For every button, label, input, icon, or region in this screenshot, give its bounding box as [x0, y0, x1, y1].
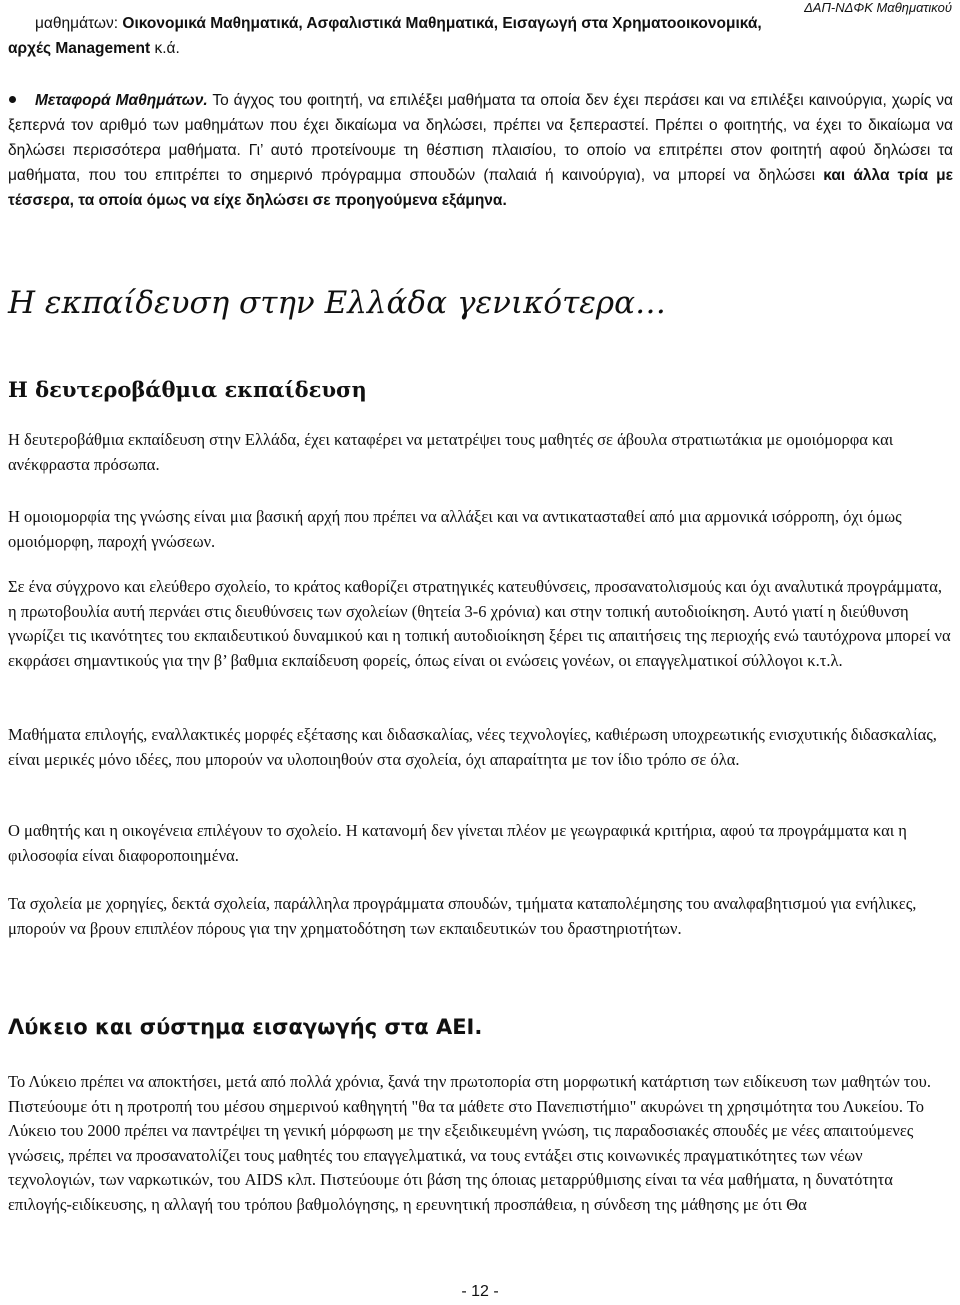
running-header: ΔΑΠ-ΝΔΦΚ Μαθηματικού	[804, 0, 952, 15]
paragraph-5: Ο μαθητής και η οικογένεια επιλέγουν το σχολείο. Η κατανομή δεν γίνεται πλέον με γεωγραφικά κριτήρια, αφού τα προγράμματα και η φιλοσοφία είναι διαφοροποιημένα.	[8, 821, 907, 865]
section-heading-lyceum: Λύκειο και σύστημα εισαγωγής στα ΑΕΙ.	[8, 1015, 483, 1039]
page-number: - 12 -	[461, 1283, 499, 1300]
courses-list-cont	[8, 37, 923, 62]
courses-rest: κ.ά.	[150, 40, 180, 57]
bullet-paragraph	[8, 88, 953, 213]
courses-bold-line2: αρχές Management	[8, 40, 151, 57]
paragraph-4: Μαθήματα επιλογής, εναλλακτικές μορφές εξέτασης και διδασκαλίας, νέες τεχνολογίες, καθιέρωση υποχρεωτικής ενισχυτικής διδασκαλίας, είναι μερικές μόνο ιδέες, που μπορούν να υλοποιηθούν στα σχολεία, όχι απαραίτητα με τον ίδιο τρόπο σε όλα.	[8, 725, 937, 769]
courses-prefix: μαθημάτων:	[35, 15, 123, 32]
section-heading-general: Η εκπαίδευση στην Ελλάδα γενικότερα…	[8, 285, 667, 321]
courses-list	[35, 12, 950, 37]
paragraph-7: Το Λύκειο πρέπει να αποκτήσει, μετά από πολλά χρόνια, ξανά την πρωτοπορία στη μορφωτική κατάρτιση των ειδίκευση των μαθητών του. Πιστεύουμε ότι η προτροπή του μέσου σημερινού καθηγητή "θα τα μάθετε στο Πανεπιστήμιο" ακυρώνει τη χρησιμότητα του Λυκείου. Το Λύκειο του 2000 πρέπει να παντρέψει τη γενική μόρφωση με την εξειδικευμένη γνώση, τις παραδοσιακές σπουδές με νέες απαιτούμενες γνώσεις, πρέπει να προσανατολίζει τους μαθητές του επαγγελματικά, να τους εντάξει στις κοινωνικές πραγματικότητες των νέων τεχνολογιών, των ναρκωτικών, του AIDS κλπ. Πιστεύουμε ότι βάση της όποιας μεταρρύθμισης είναι τα νέα μαθήματα, η δυνατότητα επιλογής-ειδίκευσης, η αλλαγή του τρόπου βαθμολόγησης, η ερευνητική προσπάθεια, η σύνδεση της μάθησης με ότι Θα	[8, 1072, 931, 1214]
bullet-bold-text: και άλλα τρία με τέσσερα, τα οποία όμως να είχε δηλώσει σε προηγούμενα εξάμηνα.	[8, 167, 953, 209]
paragraph-2: Η ομοιομορφία της γνώσης είναι μια βασική αρχή που πρέπει να αλλάξει και να αντικατασταθεί από μια αρμονικά ισόρροπη, όχι όμως ομοιόμορφη, παροχή γνώσεων.	[8, 507, 902, 551]
bullet-title: Μεταφορά Μαθημάτων.	[35, 92, 208, 109]
courses-bold-line1: Οικονομικά Μαθηματικά, Ασφαλιστικά Μαθηματικά, Εισαγωγή στα Χρηματοοικονομικά,	[122, 15, 762, 32]
section-heading-secondary: Η δευτεροβάθμια εκπαίδευση	[8, 377, 367, 402]
bullet-body: Το άγχος του φοιτητή, να επιλέξει μαθήματα τα οποία δεν έχει περάσει και να επιλέξει καινούργια, χωρίς να ξεπερνά τον αριθμό των μαθημάτων που έχει δικαίωμα να δηλώσει, πρέπει να ξεπεραστεί. Πρέπει ο φοιτητής, να έχει το δικαίωμα να δηλώσει περισσότερα μαθήματα. Γι’ αυτό προτείνουμε τη θέσπιση πλαισίου, το οποίο να επιτρέπει στον φοιτητή αφού δηλώσει τα μαθήματα, που του επιτρέπει το σημερινό πρόγραμμα σπουδών (παλαιά ή καινούργια), να μπορεί να δηλώσει	[8, 92, 953, 184]
paragraph-6: Τα σχολεία με χορηγίες, δεκτά σχολεία, παράλληλα προγράμματα σπουδών, τμήματα καταπολέμησης του αναλφαβητισμού για ενήλικες, μπορούν να βρουν επιπλέον πόρους για την χρηματοδότηση των εκπαιδευτικών του δραστηριοτήτων.	[8, 894, 917, 938]
paragraph-1: Η δευτεροβάθμια εκπαίδευση στην Ελλάδα, έχει καταφέρει να μετατρέψει τους μαθητές σε άβουλα στρατιωτάκια με ομοιόμορφα και ανέκφραστα πρόσωπα.	[8, 430, 894, 474]
paragraph-3: Σε ένα σύγχρονο και ελεύθερο σχολείο, το κράτος καθορίζει στρατηγικές κατευθύνσεις, προσανατολισμούς και όχι αναλυτικά προγράμματα, η πρωτοβουλία αυτή περνάει στις διευθύνσεις των σχολείων (θητεία 3-6 χρόνια) και στην τοπική αυτοδιοίκηση. Αυτό γιατί η διεύθυνση γνωρίζει τις ικανότητες του εκπαιδευτικού δυναμικού και η τοπική αυτοδιοίκηση ξέρει τις απαιτήσεις της περιοχής ενώ ταυτόχρονα μπορεί να εκφράσει σημαντικούς για την β’ βαθμια εκπαίδευση φορείς, όπως είναι οι ενώσεις γονέων, οι επαγγελματικοί σύλλογοι κ.τ.λ.	[8, 577, 951, 670]
